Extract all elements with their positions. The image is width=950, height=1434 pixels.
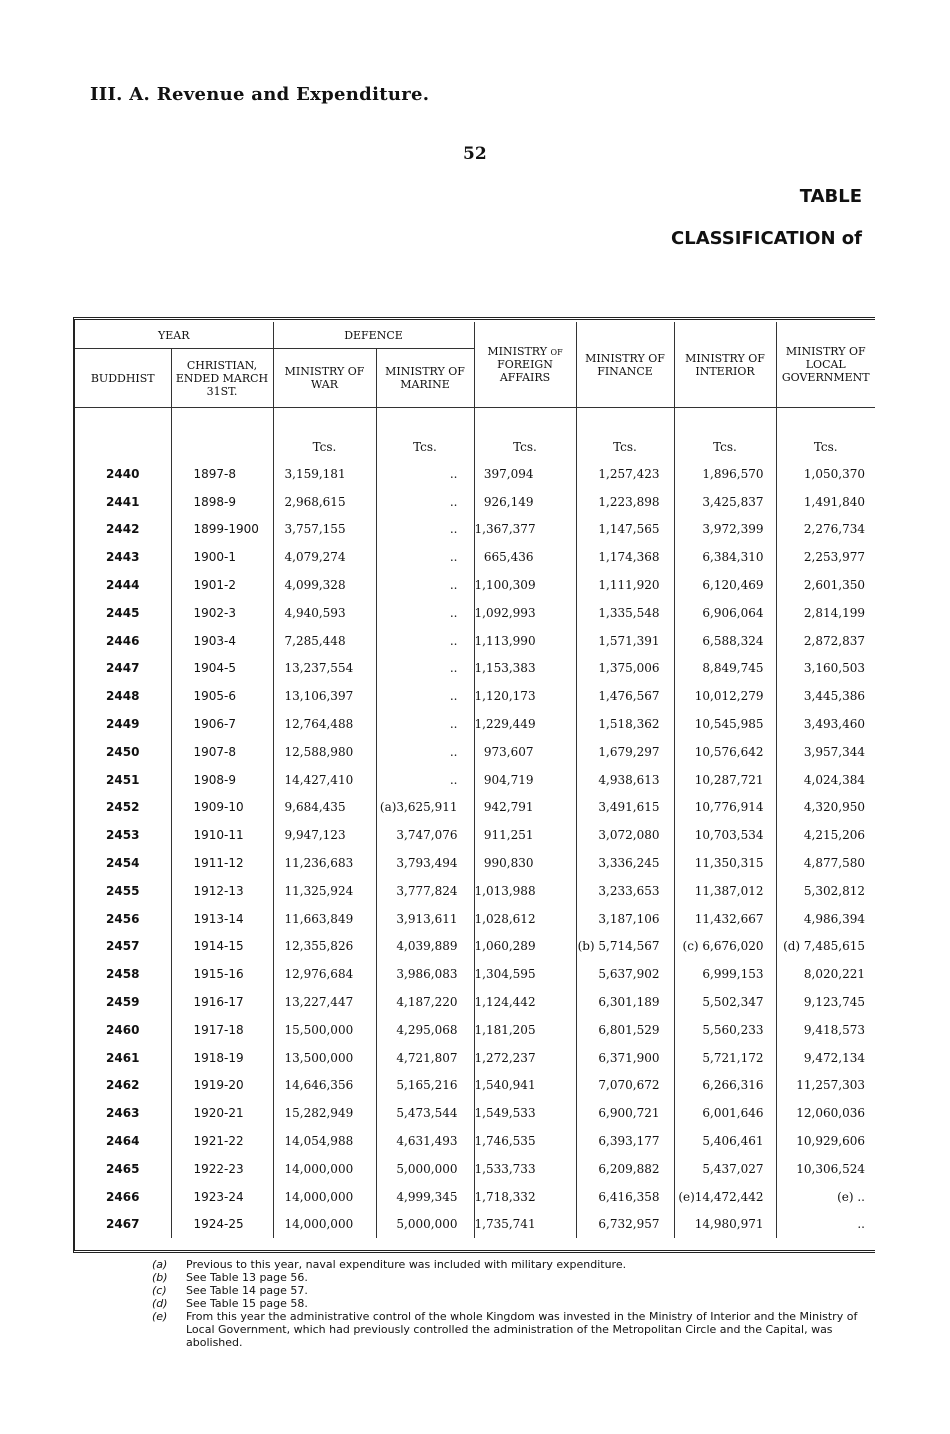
buddhist-year-cell: 2446 [106, 633, 140, 648]
war-cell: 11,325,924 [273, 877, 376, 905]
foreign-affairs-cell: 1,013,988 [474, 877, 576, 905]
local-government-cell: 3,445,386 [776, 682, 875, 710]
foreign-affairs-cell: 1,100,309 [474, 571, 576, 599]
table-row [75, 821, 875, 849]
interior-cell: 10,576,642 [674, 738, 776, 766]
marine-cell: 3,913,611 [376, 905, 474, 933]
interior-header: MINISTRY OF INTERIOR [674, 322, 776, 408]
marine-cell: 5,000,000 [376, 1155, 474, 1183]
buddhist-year-cell: 2459 [106, 995, 140, 1010]
christian-year-cell: 1921-22 [171, 1127, 273, 1155]
buddhist-year-cell: 2455 [106, 883, 140, 898]
foreign-affairs-cell: 1,229,449 [474, 710, 576, 738]
marine-cell: .. [376, 710, 474, 738]
interior-cell: 1,896,570 [674, 460, 776, 488]
footnote-mark: (c) [152, 1284, 167, 1297]
christian-year-cell: 1912-13 [171, 877, 273, 905]
table-row [75, 571, 875, 599]
foreign-affairs-cell: 1,124,442 [474, 988, 576, 1016]
war-cell: 14,646,356 [273, 1072, 376, 1100]
buddhist-year-cell: 2441 [106, 494, 140, 509]
unit-label: Tcs. [576, 420, 674, 460]
unit-label: Tcs. [776, 420, 875, 460]
marine-cell: .. [376, 543, 474, 571]
buddhist-year-cell: 2456 [106, 911, 140, 926]
christian-year-cell: 1904-5 [171, 655, 273, 683]
foreign-affairs-cell: 665,436 [474, 543, 576, 571]
foreign-affairs-cell: 1,092,993 [474, 599, 576, 627]
foreign-affairs-cell: 990,830 [474, 849, 576, 877]
finance-cell: 3,491,615 [576, 794, 674, 822]
local-government-cell: 2,276,734 [776, 516, 875, 544]
war-cell: 12,976,684 [273, 960, 376, 988]
interior-cell: 10,776,914 [674, 794, 776, 822]
buddhist-year-cell: 2461 [106, 1050, 140, 1065]
finance-header: MINISTRY OF FINANCE [576, 322, 674, 408]
foreign-affairs-cell: 1,540,941 [474, 1072, 576, 1100]
local-government-cell: 9,418,573 [776, 1016, 875, 1044]
table-row [75, 738, 875, 766]
war-cell: 3,757,155 [273, 516, 376, 544]
footnote-text: See Table 14 page 57. [186, 1284, 308, 1297]
local-government-cell: 3,493,460 [776, 710, 875, 738]
marine-cell: .. [376, 627, 474, 655]
finance-cell: 1,476,567 [576, 682, 674, 710]
unit-label: Tcs. [474, 420, 576, 460]
marine-cell: .. [376, 488, 474, 516]
foreign-affairs-cell: 904,719 [474, 766, 576, 794]
christian-year-cell: 1915-16 [171, 960, 273, 988]
christian-year-cell: 1924-25 [171, 1211, 273, 1239]
marine-cell: .. [376, 516, 474, 544]
marine-cell: 4,295,068 [376, 1016, 474, 1044]
buddhist-year-cell: 2448 [106, 689, 140, 704]
table-row [75, 766, 875, 794]
foreign-affairs-cell: 1,746,535 [474, 1127, 576, 1155]
footnote [152, 1258, 882, 1271]
footnote-text: From this year the administrative control of the whole Kingdom was invested in the Ministry of Interior and the Ministry of Local Government, which had previously controlled the administration of the Metropolitan Circle and the Capital, was abolished. [186, 1310, 858, 1349]
finance-cell: 6,801,529 [576, 1016, 674, 1044]
footnote [152, 1297, 882, 1310]
interior-cell: 6,266,316 [674, 1072, 776, 1100]
interior-cell: 5,721,172 [674, 1044, 776, 1072]
local-government-cell: (d) 7,485,615 [776, 933, 875, 961]
marine-cell: 4,721,807 [376, 1044, 474, 1072]
buddhist-year-cell: 2453 [106, 828, 140, 843]
classification-heading: CLASSIFICATION of [671, 228, 862, 249]
table-row [75, 682, 875, 710]
local-government-cell: 4,024,384 [776, 766, 875, 794]
foreign-affairs-cell: 1,304,595 [474, 960, 576, 988]
local-government-cell: 1,491,840 [776, 488, 875, 516]
war-cell: 13,237,554 [273, 655, 376, 683]
local-government-cell: 4,877,580 [776, 849, 875, 877]
table-row [75, 599, 875, 627]
war-cell: 9,684,435 [273, 794, 376, 822]
table-row [75, 849, 875, 877]
finance-cell: 1,335,548 [576, 599, 674, 627]
interior-cell: 5,406,461 [674, 1127, 776, 1155]
marine-cell: 5,473,544 [376, 1099, 474, 1127]
local-government-cell: 2,872,837 [776, 627, 875, 655]
table-row [75, 543, 875, 571]
local-government-cell: 9,472,134 [776, 1044, 875, 1072]
buddhist-year-cell: 2442 [106, 522, 140, 537]
war-cell: 12,355,826 [273, 933, 376, 961]
christian-year-cell: 1916-17 [171, 988, 273, 1016]
marine-cell: .. [376, 460, 474, 488]
footnotes [152, 1258, 882, 1349]
christian-year-cell: 1913-14 [171, 905, 273, 933]
buddhist-year-cell: 2458 [106, 967, 140, 982]
christian-year-cell: 1918-19 [171, 1044, 273, 1072]
buddhist-year-cell: 2460 [106, 1022, 140, 1037]
local-government-cell: 12,060,036 [776, 1099, 875, 1127]
footnote-text: Previous to this year, naval expenditure was included with military expenditure. [186, 1258, 627, 1271]
table-row [75, 960, 875, 988]
table-row [75, 877, 875, 905]
foreign-affairs-cell: 1,028,612 [474, 905, 576, 933]
war-cell: 14,000,000 [273, 1155, 376, 1183]
finance-cell: 5,637,902 [576, 960, 674, 988]
interior-cell: 5,502,347 [674, 988, 776, 1016]
buddhist-year-cell: 2444 [106, 578, 140, 593]
finance-cell: 1,257,423 [576, 460, 674, 488]
table-body [75, 408, 875, 1239]
buddhist-year-cell: 2465 [106, 1161, 140, 1176]
local-government-cell: 8,020,221 [776, 960, 875, 988]
foreign-affairs-cell: 1,735,741 [474, 1211, 576, 1239]
local-government-cell: 3,957,344 [776, 738, 875, 766]
war-cell: 12,588,980 [273, 738, 376, 766]
table-row [75, 488, 875, 516]
war-cell: 9,947,123 [273, 821, 376, 849]
marine-cell: 3,747,076 [376, 821, 474, 849]
footnote [152, 1310, 882, 1349]
marine-cell: .. [376, 599, 474, 627]
foreign-affairs-cell: 1,153,383 [474, 655, 576, 683]
foreign-affairs-cell: 1,113,990 [474, 627, 576, 655]
interior-cell: 10,545,985 [674, 710, 776, 738]
unit-label: Tcs. [273, 420, 376, 460]
table-row [75, 1211, 875, 1239]
local-government-cell: 4,986,394 [776, 905, 875, 933]
interior-cell: 11,350,315 [674, 849, 776, 877]
foreign-affairs-cell: 942,791 [474, 794, 576, 822]
buddhist-year-cell: 2451 [106, 772, 140, 787]
local-government-cell: 2,814,199 [776, 599, 875, 627]
war-cell: 12,764,488 [273, 710, 376, 738]
finance-cell: 6,209,882 [576, 1155, 674, 1183]
local-government-cell: 10,306,524 [776, 1155, 875, 1183]
local-government-cell: 10,929,606 [776, 1127, 875, 1155]
finance-cell: 3,336,245 [576, 849, 674, 877]
local-government-cell: 9,123,745 [776, 988, 875, 1016]
interior-cell: 6,906,064 [674, 599, 776, 627]
table-row [75, 655, 875, 683]
war-cell: 15,282,949 [273, 1099, 376, 1127]
marine-cell: 3,986,083 [376, 960, 474, 988]
marine-cell: .. [376, 738, 474, 766]
christian-year-cell: 1902-3 [171, 599, 273, 627]
christian-year-cell: 1917-18 [171, 1016, 273, 1044]
buddhist-year-cell: 2463 [106, 1106, 140, 1121]
table-row [75, 1044, 875, 1072]
war-cell: 13,106,397 [273, 682, 376, 710]
footnote-text: See Table 13 page 56. [186, 1271, 308, 1284]
marine-cell: .. [376, 571, 474, 599]
foreign-affairs-cell: 911,251 [474, 821, 576, 849]
finance-cell: 1,174,368 [576, 543, 674, 571]
interior-cell: 6,588,324 [674, 627, 776, 655]
finance-cell: 6,416,358 [576, 1183, 674, 1211]
buddhist-year-cell: 2450 [106, 744, 140, 759]
buddhist-year-cell: 2452 [106, 800, 140, 815]
interior-cell: 3,425,837 [674, 488, 776, 516]
war-cell: 14,427,410 [273, 766, 376, 794]
footnote [152, 1284, 882, 1297]
finance-cell: 1,571,391 [576, 627, 674, 655]
finance-cell: 1,375,006 [576, 655, 674, 683]
war-header: MINISTRY OF WAR [273, 349, 376, 408]
local-government-cell: 11,257,303 [776, 1072, 875, 1100]
christian-year-cell: 1905-6 [171, 682, 273, 710]
foreign-affairs-cell: 926,149 [474, 488, 576, 516]
marine-cell: 3,777,824 [376, 877, 474, 905]
interior-cell: 14,980,971 [674, 1211, 776, 1239]
table-row [75, 988, 875, 1016]
foreign-affairs-cell: 1,181,205 [474, 1016, 576, 1044]
christian-header: CHRISTIAN, ENDED MARCH 31ST. [171, 349, 273, 408]
interior-cell: 5,437,027 [674, 1155, 776, 1183]
interior-cell: 5,560,233 [674, 1016, 776, 1044]
interior-cell: 6,999,153 [674, 960, 776, 988]
foreign-affairs-cell: 397,094 [474, 460, 576, 488]
finance-cell: 1,147,565 [576, 516, 674, 544]
war-cell: 2,968,615 [273, 488, 376, 516]
local-government-cell: (e) .. [776, 1183, 875, 1211]
marine-cell: 4,999,345 [376, 1183, 474, 1211]
local-government-cell: 3,160,503 [776, 655, 875, 683]
footnote [152, 1271, 882, 1284]
war-cell: 15,500,000 [273, 1016, 376, 1044]
finance-cell: 1,111,920 [576, 571, 674, 599]
marine-cell: 5,165,216 [376, 1072, 474, 1100]
war-cell: 4,079,274 [273, 543, 376, 571]
defence-header: DEFENCE [273, 322, 474, 349]
footnote-mark: (e) [152, 1310, 168, 1323]
buddhist-year-cell: 2466 [106, 1189, 140, 1204]
table-row [75, 933, 875, 961]
foreign-affairs-header: MINISTRY of FOREIGN AFFAIRS [474, 322, 576, 408]
christian-year-cell: 1923-24 [171, 1183, 273, 1211]
war-cell: 14,054,988 [273, 1127, 376, 1155]
foreign-affairs-cell: 1,367,377 [474, 516, 576, 544]
finance-cell: 3,187,106 [576, 905, 674, 933]
marine-cell: 4,039,889 [376, 933, 474, 961]
buddhist-year-cell: 2454 [106, 856, 140, 871]
buddhist-year-cell: 2449 [106, 717, 140, 732]
local-government-cell: 2,253,977 [776, 543, 875, 571]
christian-year-cell: 1910-11 [171, 821, 273, 849]
foreign-affairs-cell: 1,060,289 [474, 933, 576, 961]
war-cell: 13,227,447 [273, 988, 376, 1016]
footnote-mark: (a) [152, 1258, 168, 1271]
christian-year-cell: 1919-20 [171, 1072, 273, 1100]
marine-cell: 3,793,494 [376, 849, 474, 877]
page-number: 52 [463, 144, 487, 164]
table-heading: TABLE [799, 186, 862, 207]
table-row [75, 1072, 875, 1100]
year-header: YEAR [75, 322, 273, 349]
buddhist-year-cell: 2457 [106, 939, 140, 954]
marine-cell: .. [376, 766, 474, 794]
revenue-table [75, 322, 875, 1238]
buddhist-header: BUDDHIST [75, 349, 171, 408]
table-row [75, 1155, 875, 1183]
finance-cell: 3,072,080 [576, 821, 674, 849]
foreign-affairs-cell: 1,718,332 [474, 1183, 576, 1211]
christian-year-cell: 1909-10 [171, 794, 273, 822]
christian-year-cell: 1900-1 [171, 543, 273, 571]
interior-cell: 11,387,012 [674, 877, 776, 905]
christian-year-cell: 1922-23 [171, 1155, 273, 1183]
christian-year-cell: 1898-9 [171, 488, 273, 516]
buddhist-year-cell: 2445 [106, 605, 140, 620]
finance-cell: 4,938,613 [576, 766, 674, 794]
interior-cell: 3,972,399 [674, 516, 776, 544]
interior-cell: 10,287,721 [674, 766, 776, 794]
finance-cell: 6,900,721 [576, 1099, 674, 1127]
buddhist-year-cell: 2464 [106, 1134, 140, 1149]
war-cell: 3,159,181 [273, 460, 376, 488]
christian-year-cell: 1908-9 [171, 766, 273, 794]
table-row [75, 1099, 875, 1127]
war-cell: 4,099,328 [273, 571, 376, 599]
christian-year-cell: 1920-21 [171, 1099, 273, 1127]
unit-label: Tcs. [376, 420, 474, 460]
buddhist-year-cell: 2467 [106, 1217, 140, 1232]
interior-cell: 11,432,667 [674, 905, 776, 933]
christian-year-cell: 1903-4 [171, 627, 273, 655]
table-row [75, 1183, 875, 1211]
war-cell: 11,236,683 [273, 849, 376, 877]
buddhist-year-cell: 2440 [106, 466, 140, 481]
local-government-cell: 4,215,206 [776, 821, 875, 849]
local-government-header: MINISTRY OF LOCAL GOVERNMENT [776, 322, 875, 408]
interior-cell: 6,384,310 [674, 543, 776, 571]
footnote-text: See Table 15 page 58. [186, 1297, 308, 1310]
unit-label: Tcs. [674, 420, 776, 460]
interior-cell: 10,012,279 [674, 682, 776, 710]
finance-cell: 1,679,297 [576, 738, 674, 766]
table-row [75, 1016, 875, 1044]
christian-year-cell: 1906-7 [171, 710, 273, 738]
finance-cell: 3,233,653 [576, 877, 674, 905]
section-title: III. A. Revenue and Expenditure. [90, 84, 430, 105]
interior-cell: 10,703,534 [674, 821, 776, 849]
marine-cell: (a)3,625,911 [376, 794, 474, 822]
finance-cell: 6,393,177 [576, 1127, 674, 1155]
table-row [75, 710, 875, 738]
table-row [75, 627, 875, 655]
finance-cell: 6,301,189 [576, 988, 674, 1016]
table-row [75, 1127, 875, 1155]
interior-cell: 8,849,745 [674, 655, 776, 683]
interior-cell: 6,120,469 [674, 571, 776, 599]
table-row [75, 516, 875, 544]
footnote-mark: (d) [152, 1297, 168, 1310]
foreign-affairs-cell: 1,120,173 [474, 682, 576, 710]
marine-header: MINISTRY OF MARINE [376, 349, 474, 408]
buddhist-year-cell: 2462 [106, 1078, 140, 1093]
table-row [75, 460, 875, 488]
finance-cell: (b) 5,714,567 [576, 933, 674, 961]
marine-cell: 4,631,493 [376, 1127, 474, 1155]
local-government-cell: 5,302,812 [776, 877, 875, 905]
local-government-cell: 2,601,350 [776, 571, 875, 599]
local-government-cell: .. [776, 1211, 875, 1239]
marine-cell: 4,187,220 [376, 988, 474, 1016]
buddhist-year-cell: 2443 [106, 550, 140, 565]
finance-cell: 1,223,898 [576, 488, 674, 516]
foreign-affairs-cell: 973,607 [474, 738, 576, 766]
foreign-affairs-cell: 1,272,237 [474, 1044, 576, 1072]
table-row [75, 905, 875, 933]
christian-year-cell: 1911-12 [171, 849, 273, 877]
interior-cell: (e)14,472,442 [674, 1183, 776, 1211]
christian-year-cell: 1901-2 [171, 571, 273, 599]
local-government-cell: 4,320,950 [776, 794, 875, 822]
finance-cell: 6,732,957 [576, 1211, 674, 1239]
finance-cell: 7,070,672 [576, 1072, 674, 1100]
christian-year-cell: 1914-15 [171, 933, 273, 961]
footnote-mark: (b) [152, 1271, 168, 1284]
war-cell: 4,940,593 [273, 599, 376, 627]
marine-cell: .. [376, 682, 474, 710]
christian-year-cell: 1897-8 [171, 460, 273, 488]
christian-year-cell: 1899-1900 [171, 516, 273, 544]
marine-cell: .. [376, 655, 474, 683]
finance-cell: 6,371,900 [576, 1044, 674, 1072]
foreign-affairs-cell: 1,533,733 [474, 1155, 576, 1183]
war-cell: 11,663,849 [273, 905, 376, 933]
interior-cell: 6,001,646 [674, 1099, 776, 1127]
marine-cell: 5,000,000 [376, 1211, 474, 1239]
table-row [75, 794, 875, 822]
interior-cell: (c) 6,676,020 [674, 933, 776, 961]
war-cell: 13,500,000 [273, 1044, 376, 1072]
finance-cell: 1,518,362 [576, 710, 674, 738]
war-cell: 14,000,000 [273, 1183, 376, 1211]
buddhist-year-cell: 2447 [106, 661, 140, 676]
christian-year-cell: 1907-8 [171, 738, 273, 766]
war-cell: 7,285,448 [273, 627, 376, 655]
foreign-affairs-cell: 1,549,533 [474, 1099, 576, 1127]
war-cell: 14,000,000 [273, 1211, 376, 1239]
local-government-cell: 1,050,370 [776, 460, 875, 488]
